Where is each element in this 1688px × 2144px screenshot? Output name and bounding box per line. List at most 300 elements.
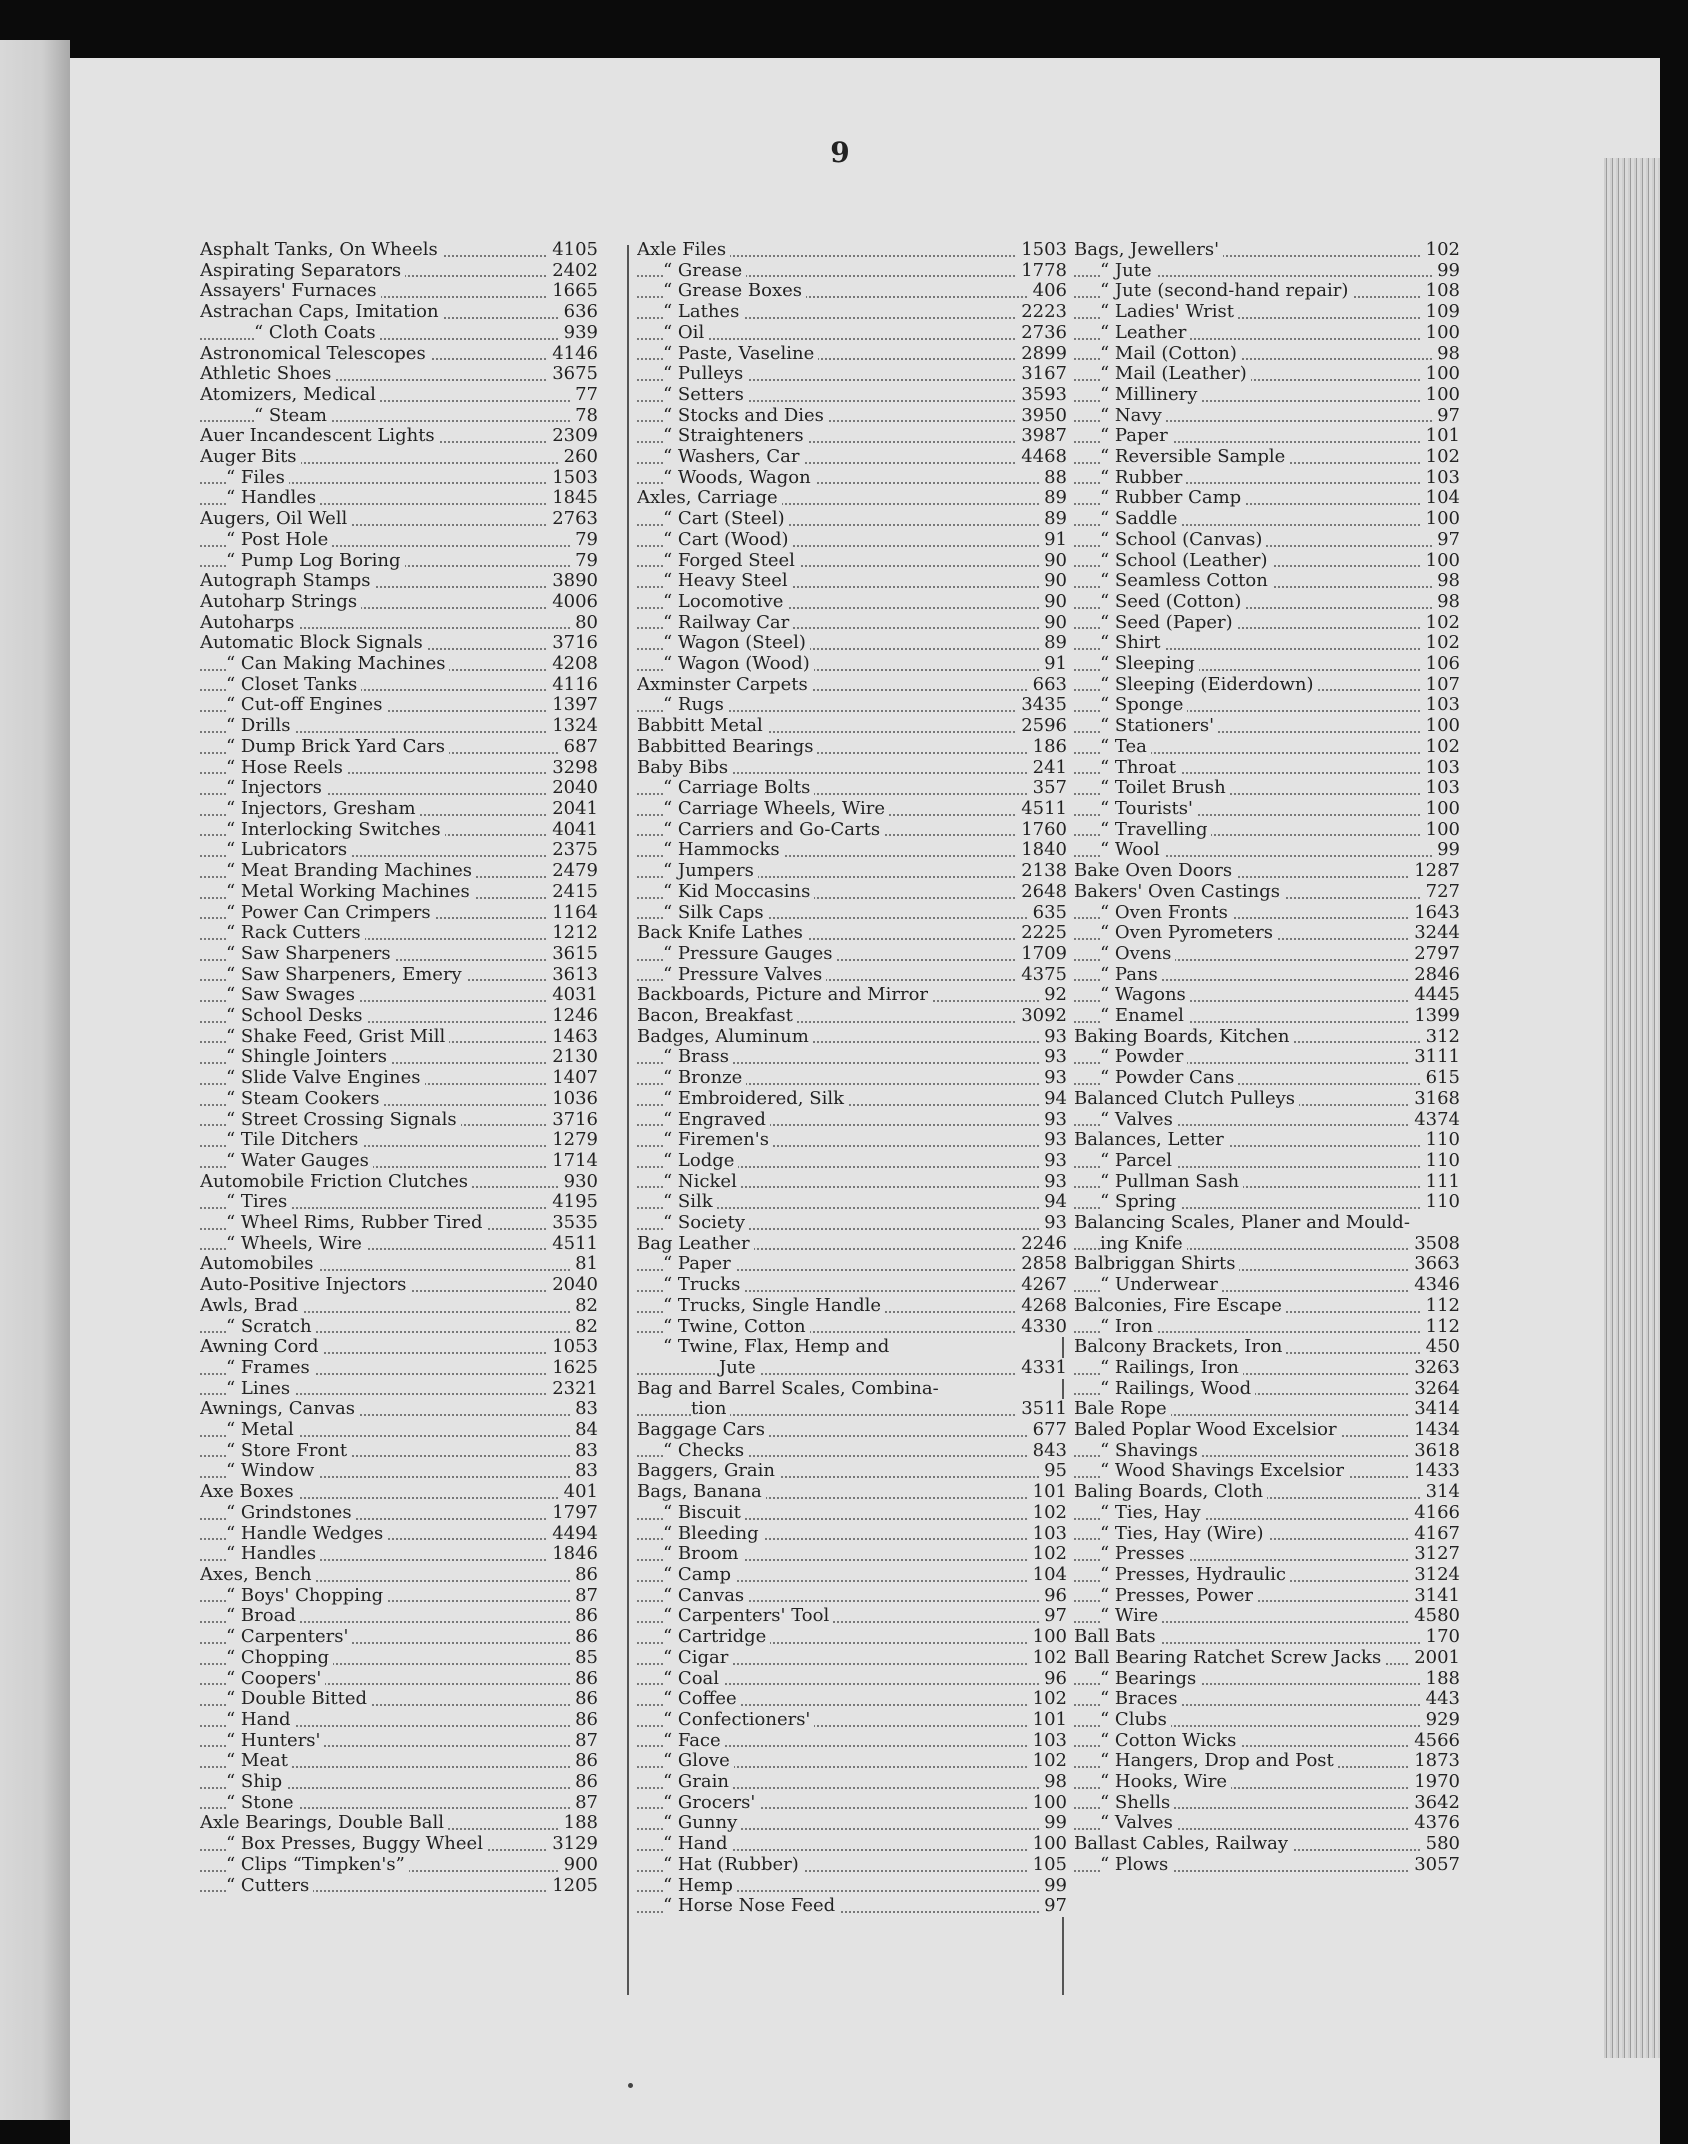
entry-name: “ Grease xyxy=(663,261,746,281)
entry-page-number: 1246 xyxy=(548,1006,598,1027)
entry-page-number: 86 xyxy=(571,1689,598,1710)
index-entry xyxy=(1074,716,1460,737)
entry-name: “ Trucks xyxy=(663,1275,744,1295)
index-entry xyxy=(637,675,1067,696)
entry-name: Automobiles xyxy=(200,1254,318,1274)
index-entry xyxy=(200,1399,598,1420)
entry-page-number: 3508 xyxy=(1410,1234,1460,1255)
index-entry xyxy=(637,1710,1067,1731)
index-entry xyxy=(637,1296,1067,1317)
index-entry xyxy=(200,1047,598,1068)
entry-name: Automatic Block Signals xyxy=(200,633,427,653)
entry-page-number: 636 xyxy=(560,302,598,323)
index-entry xyxy=(200,385,598,406)
index-entry xyxy=(200,1586,598,1607)
index-entry xyxy=(1074,675,1460,696)
entry-page-number: 103 xyxy=(1422,778,1460,799)
entry-name: “ Valves xyxy=(1100,1813,1177,1833)
index-entry xyxy=(200,1213,598,1234)
entry-page-number: 1279 xyxy=(548,1130,598,1151)
entry-page-number: 3167 xyxy=(1017,364,1067,385)
entry-page-number: 100 xyxy=(1029,1793,1067,1814)
index-entry xyxy=(637,1689,1067,1710)
entry-name: “ Rugs xyxy=(663,695,728,715)
entry-page-number: 3263 xyxy=(1410,1358,1460,1379)
entry-page-number: 93 xyxy=(1040,1172,1067,1193)
entry-name: “ Wagon (Steel) xyxy=(663,633,810,653)
entry-page-number: 2479 xyxy=(548,861,598,882)
entry-name: Ball Bats xyxy=(1074,1627,1160,1647)
entry-name: Axles, Carriage xyxy=(637,488,782,508)
entry-name: “ Wood Shavings Excelsior xyxy=(1100,1461,1348,1481)
entry-page-number: 100 xyxy=(1422,385,1460,406)
entry-name: “ Tile Ditchers xyxy=(226,1130,362,1150)
entry-name: “ Saw Sharpeners, Emery xyxy=(226,965,466,985)
entry-name: “ Store Front xyxy=(226,1441,351,1461)
entry-name: “ Woods, Wagon xyxy=(663,468,815,488)
index-entry xyxy=(200,1068,598,1089)
entry-name: “ Firemen's xyxy=(663,1130,773,1150)
entry-page-number: 3414 xyxy=(1410,1399,1460,1420)
entry-name: “ Bearings xyxy=(1100,1669,1200,1689)
entry-page-number: 1407 xyxy=(548,1068,598,1089)
entry-name: “ Broad xyxy=(226,1606,300,1626)
index-entry xyxy=(637,1254,1067,1275)
entry-name: Axminster Carpets xyxy=(637,675,812,695)
index-entry xyxy=(1074,1606,1460,1627)
entry-name: “ Sponge xyxy=(1100,695,1187,715)
page-number: 9 xyxy=(830,136,850,169)
index-entry xyxy=(200,1296,598,1317)
entry-name: “ Metal Working Machines xyxy=(226,882,474,902)
entry-page-number: 4116 xyxy=(548,675,598,696)
index-entry xyxy=(1074,985,1460,1006)
index-entry xyxy=(637,1275,1067,1296)
index-entry xyxy=(637,468,1067,489)
entry-page-number: 3127 xyxy=(1410,1544,1460,1565)
entry-name: “ Metal xyxy=(226,1420,298,1440)
entry-page-number: 111 xyxy=(1422,1172,1460,1193)
entry-name: “ Handles xyxy=(226,488,320,508)
index-entry xyxy=(637,1130,1067,1151)
entry-page-number: 3615 xyxy=(548,944,598,965)
entry-name: “ Tires xyxy=(226,1192,291,1212)
entry-page-number: 3111 xyxy=(1410,1047,1460,1068)
entry-page-number: 97 xyxy=(1040,1896,1067,1917)
entry-page-number: 443 xyxy=(1422,1689,1460,1710)
index-entry xyxy=(1074,281,1460,302)
entry-name: Auto-Positive Injectors xyxy=(200,1275,410,1295)
entry-name: “ Handles xyxy=(226,1544,320,1564)
entry-name: Bale Rope xyxy=(1074,1399,1171,1419)
entry-name: “ Wagon (Wood) xyxy=(663,654,814,674)
entry-name: Assayers' Furnaces xyxy=(200,281,381,301)
entry-name: “ Face xyxy=(663,1731,725,1751)
entry-page-number: 3264 xyxy=(1410,1379,1460,1400)
index-entry xyxy=(1074,1006,1460,1027)
index-entry xyxy=(1074,1482,1460,1503)
entry-page-number: 112 xyxy=(1422,1296,1460,1317)
entry-page-number: 4166 xyxy=(1410,1503,1460,1524)
entry-name: “ Ovens xyxy=(1100,944,1175,964)
entry-name: “ Wool xyxy=(1100,840,1164,860)
entry-page-number: 3168 xyxy=(1410,1089,1460,1110)
entry-name: Augers, Oil Well xyxy=(200,509,351,529)
entry-page-number: 86 xyxy=(571,1565,598,1586)
entry-page-number: 1433 xyxy=(1410,1461,1460,1482)
entry-name: “ Presses, Power xyxy=(1100,1586,1257,1606)
entry-name: Baggage Cars xyxy=(637,1420,769,1440)
index-entry xyxy=(637,1565,1067,1586)
entry-name: “ Camp xyxy=(663,1565,735,1585)
entry-name: “ Meat xyxy=(226,1751,292,1771)
entry-name: “ Frames xyxy=(226,1358,314,1378)
entry-page-number: 186 xyxy=(1029,737,1067,758)
entry-page-number: 2246 xyxy=(1017,1234,1067,1255)
entry-name: “ Box Presses, Buggy Wheel xyxy=(226,1834,487,1854)
index-entry xyxy=(637,1751,1067,1772)
index-entry xyxy=(200,592,598,613)
index-entry xyxy=(1074,468,1460,489)
index-entry xyxy=(1074,903,1460,924)
index-entry xyxy=(637,1896,1067,1917)
entry-name: “ Steam xyxy=(254,406,331,426)
entry-page-number: 102 xyxy=(1029,1751,1067,1772)
entry-page-number: 2858 xyxy=(1017,1254,1067,1275)
index-entry xyxy=(200,1544,598,1565)
index-entry xyxy=(637,1461,1067,1482)
index-entry xyxy=(200,1834,598,1855)
entry-name: “ Injectors xyxy=(226,778,326,798)
entry-page-number: 3298 xyxy=(548,758,598,779)
entry-page-number: 98 xyxy=(1433,571,1460,592)
index-entry xyxy=(637,406,1067,427)
entry-page-number: 84 xyxy=(571,1420,598,1441)
entry-page-number: 101 xyxy=(1029,1710,1067,1731)
index-entry xyxy=(1074,1689,1460,1710)
entry-page-number: 100 xyxy=(1422,551,1460,572)
entry-page-number: 1665 xyxy=(548,281,598,302)
entry-page-number: 101 xyxy=(1029,1482,1067,1503)
entry-name: Awnings, Canvas xyxy=(200,1399,359,1419)
index-entry xyxy=(200,1254,598,1275)
entry-page-number: 98 xyxy=(1433,592,1460,613)
entry-name: “ School (Canvas) xyxy=(1100,530,1266,550)
entry-name: Backboards, Picture and Mirror xyxy=(637,985,932,1005)
index-entry xyxy=(200,1317,598,1338)
index-entry xyxy=(1074,1648,1460,1669)
entry-page-number: 103 xyxy=(1029,1731,1067,1752)
index-entry xyxy=(1074,654,1460,675)
index-entry xyxy=(1074,302,1460,323)
index-entry xyxy=(637,1234,1067,1255)
entry-page-number: 103 xyxy=(1422,695,1460,716)
index-entry xyxy=(1074,1296,1460,1317)
entry-page-number: 2309 xyxy=(548,426,598,447)
index-entry xyxy=(1074,1503,1460,1524)
entry-name: “ Carpenters' xyxy=(226,1627,352,1647)
index-entry xyxy=(200,695,598,716)
entry-page-number: 3675 xyxy=(548,364,598,385)
entry-name: “ Pans xyxy=(1100,965,1162,985)
index-entry xyxy=(1074,1068,1460,1089)
entry-name: “ Boys' Chopping xyxy=(226,1586,387,1606)
entry-name: “ Carpenters' Tool xyxy=(663,1606,833,1626)
entry-page-number: 4167 xyxy=(1410,1524,1460,1545)
entry-page-number: 86 xyxy=(571,1627,598,1648)
entry-page-number: 1053 xyxy=(548,1337,598,1358)
entry-name: “ Jumpers xyxy=(663,861,758,881)
entry-page-number: 3092 xyxy=(1017,1006,1067,1027)
entry-name: “ Millinery xyxy=(1100,385,1201,405)
index-entry xyxy=(200,758,598,779)
entry-name: Balcony Brackets, Iron xyxy=(1074,1337,1286,1357)
entry-page-number: 4566 xyxy=(1410,1731,1460,1752)
index-entry xyxy=(637,1006,1067,1027)
entry-name: “ Throat xyxy=(1100,758,1180,778)
entry-name: “ Jute (second-hand repair) xyxy=(1100,281,1352,301)
index-entry xyxy=(1074,1751,1460,1772)
entry-page-number: 104 xyxy=(1422,488,1460,509)
entry-page-number: 727 xyxy=(1422,882,1460,903)
entry-name: “ Hand xyxy=(663,1834,731,1854)
entry-page-number: 1873 xyxy=(1410,1751,1460,1772)
index-entry xyxy=(200,281,598,302)
entry-name: “ Checks xyxy=(663,1441,748,1461)
entry-page-number: 112 xyxy=(1422,1317,1460,1338)
index-entry xyxy=(1074,861,1460,882)
index-entry xyxy=(1074,695,1460,716)
entry-page-number: 80 xyxy=(571,613,598,634)
entry-page-number: 3950 xyxy=(1017,406,1067,427)
entry-name: “ Heavy Steel xyxy=(663,571,792,591)
index-entry xyxy=(200,509,598,530)
index-entry xyxy=(637,1855,1067,1876)
index-entry xyxy=(200,1710,598,1731)
entry-page-number: 3593 xyxy=(1017,385,1067,406)
entry-name: ing Knife xyxy=(1100,1234,1187,1254)
entry-page-number: 93 xyxy=(1040,1130,1067,1151)
entry-page-number: 4208 xyxy=(548,654,598,675)
index-entry xyxy=(637,302,1067,323)
index-entry xyxy=(637,758,1067,779)
index-entry xyxy=(637,509,1067,530)
index-entry xyxy=(200,654,598,675)
entry-name: “ Ties, Hay xyxy=(1100,1503,1205,1523)
entry-name: Axes, Bench xyxy=(200,1565,316,1585)
entry-page-number: 86 xyxy=(571,1710,598,1731)
entry-name: Bag Leather xyxy=(637,1234,754,1254)
entry-page-number: 86 xyxy=(571,1669,598,1690)
index-entry xyxy=(1074,1731,1460,1752)
index-entry xyxy=(1074,1151,1460,1172)
index-entry xyxy=(1074,1565,1460,1586)
entry-page-number: 100 xyxy=(1422,799,1460,820)
entry-name: “ Clips “Timpken's” xyxy=(226,1855,409,1875)
index-entry xyxy=(1074,737,1460,758)
entry-page-number: 102 xyxy=(1029,1503,1067,1524)
entry-name: “ Powder Cans xyxy=(1100,1068,1238,1088)
index-entry xyxy=(637,447,1067,468)
entry-page-number: 1760 xyxy=(1017,820,1067,841)
entry-name: Bakers' Oven Castings xyxy=(1074,882,1284,902)
index-entry xyxy=(200,1275,598,1296)
entry-name: “ Mail (Cotton) xyxy=(1100,344,1241,364)
index-entry xyxy=(200,1627,598,1648)
index-entry xyxy=(1074,1772,1460,1793)
index-entry xyxy=(637,261,1067,282)
entry-name: “ Post Hole xyxy=(226,530,332,550)
entry-page-number: 900 xyxy=(560,1855,598,1876)
entry-name: “ Lubricators xyxy=(226,840,351,860)
entry-page-number: 3124 xyxy=(1410,1565,1460,1586)
entry-page-number: 97 xyxy=(1433,530,1460,551)
entry-page-number: 450 xyxy=(1422,1337,1460,1358)
index-entry xyxy=(200,1648,598,1669)
entry-name: “ Ladies' Wrist xyxy=(1100,302,1238,322)
entry-name: “ Saw Swages xyxy=(226,985,359,1005)
index-entry xyxy=(200,1089,598,1110)
index-entry xyxy=(1074,1544,1460,1565)
entry-page-number: 1709 xyxy=(1017,944,1067,965)
entry-page-number: 2130 xyxy=(548,1047,598,1068)
entry-name: “ Tea xyxy=(1100,737,1151,757)
index-entry xyxy=(200,903,598,924)
entry-page-number: 102 xyxy=(1422,737,1460,758)
index-entry xyxy=(637,1669,1067,1690)
entry-page-number: 1463 xyxy=(548,1027,598,1048)
entry-name: “ Lines xyxy=(226,1379,294,1399)
index-entry xyxy=(637,240,1067,261)
entry-name: “ Files xyxy=(226,468,289,488)
index-entry xyxy=(637,778,1067,799)
index-entry xyxy=(637,385,1067,406)
entry-name: “ Toilet Brush xyxy=(1100,778,1230,798)
index-entry xyxy=(637,840,1067,861)
entry-page-number: 677 xyxy=(1029,1420,1067,1441)
entry-page-number: 92 xyxy=(1040,985,1067,1006)
index-entry xyxy=(200,1793,598,1814)
entry-page-number: 843 xyxy=(1029,1441,1067,1462)
index-entry xyxy=(200,1006,598,1027)
entry-name: “ Braces xyxy=(1100,1689,1181,1709)
entry-page-number: 3613 xyxy=(548,965,598,986)
entry-page-number: 687 xyxy=(560,737,598,758)
index-entry xyxy=(1074,426,1460,447)
entry-page-number: 100 xyxy=(1029,1627,1067,1648)
entry-page-number: 86 xyxy=(571,1772,598,1793)
entry-name: “ Tourists' xyxy=(1100,799,1197,819)
index-entry xyxy=(637,1482,1067,1503)
entry-page-number: 103 xyxy=(1422,758,1460,779)
entry-page-number: 357 xyxy=(1029,778,1067,799)
index-entry xyxy=(1074,758,1460,779)
entry-page-number: 90 xyxy=(1040,592,1067,613)
index-entry xyxy=(1074,944,1460,965)
index-entry xyxy=(637,1110,1067,1131)
entry-page-number: 102 xyxy=(1422,613,1460,634)
entry-page-number: 102 xyxy=(1029,1689,1067,1710)
entry-name: “ Bronze xyxy=(663,1068,746,1088)
index-entry xyxy=(200,840,598,861)
entry-page-number: 99 xyxy=(1433,261,1460,282)
entry-page-number: 81 xyxy=(571,1254,598,1275)
index-entry xyxy=(1074,1524,1460,1545)
index-entry xyxy=(637,903,1067,924)
index-entry xyxy=(637,1358,1067,1379)
entry-name: “ Window xyxy=(226,1461,318,1481)
entry-name: “ Ship xyxy=(226,1772,286,1792)
entry-page-number: 109 xyxy=(1422,302,1460,323)
entry-page-number: 94 xyxy=(1040,1192,1067,1213)
entry-name: “ Gunny xyxy=(663,1813,741,1833)
index-entry xyxy=(200,468,598,489)
entry-name: “ Chopping xyxy=(226,1648,333,1668)
entry-name: “ Hooks, Wire xyxy=(1100,1772,1231,1792)
index-entry xyxy=(1074,1130,1460,1151)
entry-page-number: 102 xyxy=(1029,1544,1067,1565)
entry-page-number: 2797 xyxy=(1410,944,1460,965)
entry-page-number: 93 xyxy=(1040,1027,1067,1048)
index-entry xyxy=(200,923,598,944)
entry-page-number: 105 xyxy=(1029,1855,1067,1876)
entry-name: “ Lodge xyxy=(663,1151,738,1171)
index-entry xyxy=(637,1213,1067,1234)
entry-page-number: 96 xyxy=(1040,1669,1067,1690)
entry-name: “ Coal xyxy=(663,1669,723,1689)
entry-page-number: 312 xyxy=(1422,1027,1460,1048)
index-entry xyxy=(200,882,598,903)
entry-page-number: 2899 xyxy=(1017,344,1067,365)
entry-name: “ Hangers, Drop and Post xyxy=(1100,1751,1338,1771)
entry-page-number: 3435 xyxy=(1017,695,1067,716)
index-entry xyxy=(1074,406,1460,427)
index-entry xyxy=(637,861,1067,882)
entry-page-number: 2040 xyxy=(548,778,598,799)
index-entry xyxy=(200,1689,598,1710)
entry-name: “ Saw Sharpeners xyxy=(226,944,395,964)
index-entry xyxy=(1074,1234,1460,1255)
entry-page-number: 98 xyxy=(1040,1772,1067,1793)
entry-page-number: 3141 xyxy=(1410,1586,1460,1607)
entry-page-number: 88 xyxy=(1040,468,1067,489)
entry-page-number: 929 xyxy=(1422,1710,1460,1731)
entry-page-number: 1036 xyxy=(548,1089,598,1110)
entry-name: “ Stocks and Dies xyxy=(663,406,828,426)
index-entry xyxy=(200,1234,598,1255)
index-entry xyxy=(1074,488,1460,509)
entry-page-number: 83 xyxy=(571,1399,598,1420)
index-entry xyxy=(200,613,598,634)
entry-page-number: 90 xyxy=(1040,613,1067,634)
entry-name: “ Wheels, Wire xyxy=(226,1234,366,1254)
entry-name: “ Cut-off Engines xyxy=(226,695,386,715)
entry-name: Baled Poplar Wood Excelsior xyxy=(1074,1420,1341,1440)
entry-name: Bake Oven Doors xyxy=(1074,861,1236,881)
index-entry xyxy=(1074,1337,1460,1358)
index-entry xyxy=(1074,820,1460,841)
entry-name: “ Shingle Jointers xyxy=(226,1047,391,1067)
entry-page-number: 98 xyxy=(1433,344,1460,365)
entry-name: “ Sleeping (Eiderdown) xyxy=(1100,675,1318,695)
index-entry xyxy=(637,1089,1067,1110)
entry-page-number: 4006 xyxy=(548,592,598,613)
index-entry xyxy=(200,551,598,572)
entry-name: “ Spring xyxy=(1100,1192,1180,1212)
entry-name: “ Paper xyxy=(1100,426,1172,446)
entry-name: Ball Bearing Ratchet Screw Jacks xyxy=(1074,1648,1385,1668)
index-entry xyxy=(1074,592,1460,613)
